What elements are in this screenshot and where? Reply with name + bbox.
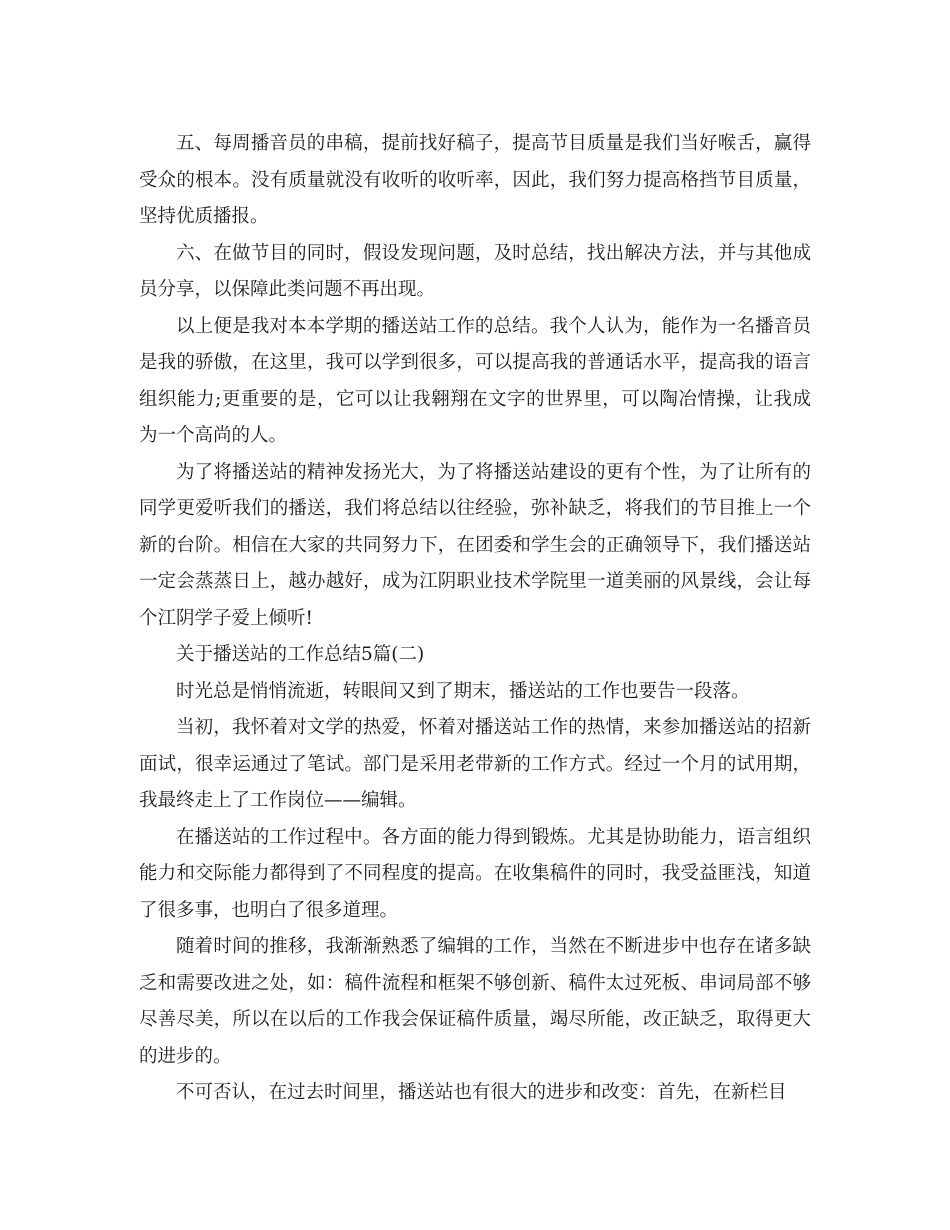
paragraph-summary: 以上便是我对本本学期的播送站工作的总结。我个人认为，能作为一名播音员是我的骄傲，在这里，我可以学到很多，可以提高我的普通话水平，提高我的语言组织能力;更重要的是，它可以让我翱翔在文字的世界里，可以陶冶情操，让我成为一个高尚的人。 xyxy=(139,315,811,446)
paragraph-joining: 当初，我怀着对文学的热爱，怀着对播送站工作的热情，来参加播送站的招新面试，很幸运通过了笔试。部门是采用老带新的工作方式。经过一个月的试用期，我最终走上了工作岗位——编辑。 xyxy=(139,717,811,811)
paragraph-progress: 不可否认，在过去时间里，播送站也有很大的进步和改变：首先，在新栏目 xyxy=(176,1082,787,1103)
paragraph-item-six: 六、在做节目的同时，假设发现问题，及时总结，找出解决方法，并与其他成员分享，以保障此类问题不再出现。 xyxy=(139,242,811,300)
paragraph-outlook: 为了将播送站的精神发扬光大，为了将播送站建设的更有个性，为了让所有的同学更爱听我们的播送，我们将总结以往经验，弥补缺乏，将我们的节目推上一个新的台阶。相信在大家的共同努力下，在团委和学生会的正确领导下，我们播送站一定会蒸蒸日上，越办越好，成为江阴职业技术学院里一道美丽的风景线，会让每个江阴学子爱上倾听! xyxy=(139,461,811,629)
paragraph-improvement: 随着时间的推移，我渐渐熟悉了编辑的工作，当然在不断进步中也存在诸多缺乏和需要改进之处，如：稿件流程和框架不够创新、稿件太过死板、串词局部不够尽善尽美，所以在以后的工作我会保证稿件质量，竭尽所能，改正缺乏，取得更大的进步的。 xyxy=(139,936,811,1067)
section-heading: 关于播送站的工作总结5篇(二) xyxy=(176,644,425,665)
paragraph-intro: 时光总是悄悄流逝，转眼间又到了期末，播送站的工作也要告一段落。 xyxy=(176,680,750,702)
paragraph-item-five: 五、每周播音员的串稿，提前找好稿子，提高节目质量是我们当好喉舌，赢得受众的根本。没有质量就没有收听的收听率，因此，我们努力提高格挡节目质量，坚持优质播报。 xyxy=(139,133,811,227)
document-body xyxy=(139,126,811,1112)
paragraph-growth: 在播送站的工作过程中。各方面的能力得到锻炼。尤其是协助能力，语言组织能力和交际能力都得到了不同程度的提高。在收集稿件的同时，我受益匪浅，知道了很多事，也明白了很多道理。 xyxy=(139,826,811,921)
